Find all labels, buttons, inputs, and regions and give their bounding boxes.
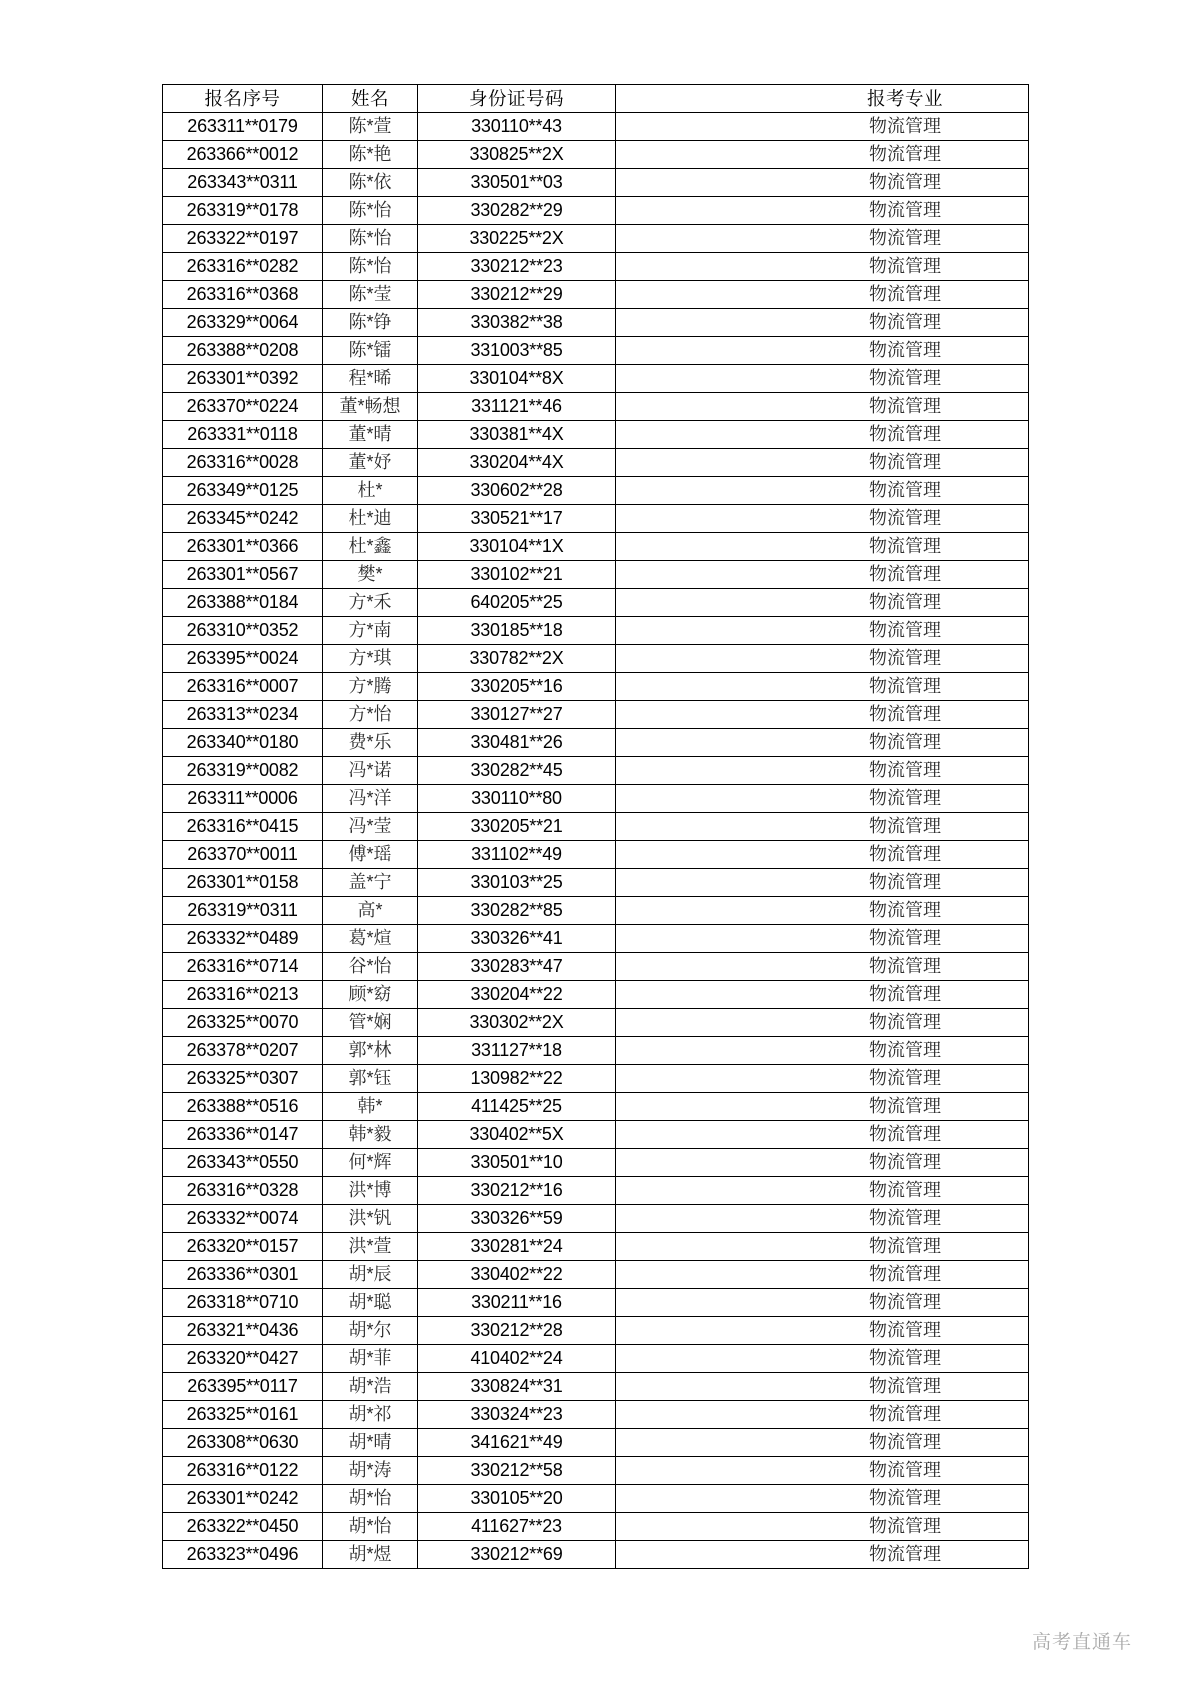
cell-name: 陈*萱	[323, 113, 418, 141]
cell-major: 物流管理	[616, 421, 1029, 449]
cell-major: 物流管理	[616, 673, 1029, 701]
cell-id-number: 330825**2X	[418, 141, 616, 169]
cell-name: 程*晞	[323, 365, 418, 393]
cell-major: 物流管理	[616, 225, 1029, 253]
cell-registration-number: 263318**0710	[163, 1289, 323, 1317]
table-row	[163, 449, 1029, 477]
cell-id-number: 330110**43	[418, 113, 616, 141]
table-row	[163, 1093, 1029, 1121]
cell-registration-number: 263316**0007	[163, 673, 323, 701]
cell-id-number: 330402**22	[418, 1261, 616, 1289]
cell-id-number: 330212**69	[418, 1541, 616, 1569]
cell-major: 物流管理	[616, 813, 1029, 841]
cell-name: 杜*迪	[323, 505, 418, 533]
cell-name: 谷*怡	[323, 953, 418, 981]
cell-id-number: 330521**17	[418, 505, 616, 533]
cell-id-number: 330282**85	[418, 897, 616, 925]
cell-name: 郭*钰	[323, 1065, 418, 1093]
cell-id-number: 330212**29	[418, 281, 616, 309]
table-header-row	[163, 85, 1029, 113]
table-row	[163, 1065, 1029, 1093]
cell-major: 物流管理	[616, 841, 1029, 869]
cell-name: 杜*	[323, 477, 418, 505]
cell-major: 物流管理	[616, 1485, 1029, 1513]
cell-name: 葛*煊	[323, 925, 418, 953]
cell-name: 董*畅想	[323, 393, 418, 421]
cell-registration-number: 263313**0234	[163, 701, 323, 729]
cell-registration-number: 263336**0147	[163, 1121, 323, 1149]
table-row	[163, 1261, 1029, 1289]
cell-major: 物流管理	[616, 785, 1029, 813]
cell-id-number: 330382**38	[418, 309, 616, 337]
cell-registration-number: 263301**0567	[163, 561, 323, 589]
table-row	[163, 281, 1029, 309]
cell-id-number: 331003**85	[418, 337, 616, 365]
cell-major: 物流管理	[616, 505, 1029, 533]
table-row	[163, 1233, 1029, 1261]
cell-major: 物流管理	[616, 309, 1029, 337]
cell-registration-number: 263378**0207	[163, 1037, 323, 1065]
cell-registration-number: 263343**0550	[163, 1149, 323, 1177]
table-row	[163, 477, 1029, 505]
cell-name: 高*	[323, 897, 418, 925]
cell-major: 物流管理	[616, 449, 1029, 477]
cell-registration-number: 263388**0516	[163, 1093, 323, 1121]
cell-id-number: 330212**28	[418, 1317, 616, 1345]
table-row	[163, 1121, 1029, 1149]
cell-registration-number: 263319**0082	[163, 757, 323, 785]
cell-major: 物流管理	[616, 1233, 1029, 1261]
cell-registration-number: 263370**0224	[163, 393, 323, 421]
cell-major: 物流管理	[616, 533, 1029, 561]
cell-id-number: 330281**24	[418, 1233, 616, 1261]
cell-major: 物流管理	[616, 1009, 1029, 1037]
cell-registration-number: 263340**0180	[163, 729, 323, 757]
table-row	[163, 953, 1029, 981]
cell-major: 物流管理	[616, 1513, 1029, 1541]
cell-registration-number: 263301**0392	[163, 365, 323, 393]
table-row	[163, 757, 1029, 785]
column-header-registration-number: 报名序号	[163, 85, 323, 113]
cell-name: 陈*莹	[323, 281, 418, 309]
table-row	[163, 1345, 1029, 1373]
table-row	[163, 421, 1029, 449]
cell-registration-number: 263323**0496	[163, 1541, 323, 1569]
cell-major: 物流管理	[616, 477, 1029, 505]
cell-major: 物流管理	[616, 561, 1029, 589]
cell-registration-number: 263322**0197	[163, 225, 323, 253]
table-row	[163, 1009, 1029, 1037]
table-row	[163, 1317, 1029, 1345]
cell-major: 物流管理	[616, 197, 1029, 225]
table-row	[163, 197, 1029, 225]
table-row	[163, 785, 1029, 813]
cell-major: 物流管理	[616, 1093, 1029, 1121]
cell-major: 物流管理	[616, 1317, 1029, 1345]
table-row	[163, 897, 1029, 925]
cell-registration-number: 263349**0125	[163, 477, 323, 505]
cell-registration-number: 263320**0427	[163, 1345, 323, 1373]
table-row	[163, 925, 1029, 953]
cell-name: 胡*辰	[323, 1261, 418, 1289]
table-row	[163, 505, 1029, 533]
cell-name: 陈*艳	[323, 141, 418, 169]
cell-major: 物流管理	[616, 365, 1029, 393]
cell-major: 物流管理	[616, 113, 1029, 141]
table-row	[163, 1485, 1029, 1513]
cell-major: 物流管理	[616, 1205, 1029, 1233]
table-row	[163, 113, 1029, 141]
cell-name: 冯*莹	[323, 813, 418, 841]
table-row	[163, 729, 1029, 757]
cell-registration-number: 263319**0178	[163, 197, 323, 225]
cell-registration-number: 263310**0352	[163, 617, 323, 645]
table-row	[163, 813, 1029, 841]
cell-name: 方*怡	[323, 701, 418, 729]
table-row	[163, 1149, 1029, 1177]
cell-major: 物流管理	[616, 701, 1029, 729]
cell-name: 陈*铮	[323, 309, 418, 337]
cell-registration-number: 263325**0161	[163, 1401, 323, 1429]
table-row	[163, 1541, 1029, 1569]
cell-major: 物流管理	[616, 1177, 1029, 1205]
cell-name: 傅*瑶	[323, 841, 418, 869]
table-row	[163, 1037, 1029, 1065]
cell-id-number: 330104**8X	[418, 365, 616, 393]
cell-major: 物流管理	[616, 1261, 1029, 1289]
table-row	[163, 533, 1029, 561]
cell-id-number: 330212**58	[418, 1457, 616, 1485]
cell-registration-number: 263395**0024	[163, 645, 323, 673]
cell-registration-number: 263316**0282	[163, 253, 323, 281]
cell-major: 物流管理	[616, 645, 1029, 673]
cell-major: 物流管理	[616, 925, 1029, 953]
cell-registration-number: 263311**0006	[163, 785, 323, 813]
cell-name: 洪*博	[323, 1177, 418, 1205]
cell-id-number: 330501**10	[418, 1149, 616, 1177]
column-header-major: 报考专业	[616, 85, 1029, 113]
cell-name: 董*晴	[323, 421, 418, 449]
cell-name: 方*琪	[323, 645, 418, 673]
table-header	[163, 85, 1029, 113]
cell-id-number: 330824**31	[418, 1373, 616, 1401]
cell-major: 物流管理	[616, 1401, 1029, 1429]
cell-major: 物流管理	[616, 253, 1029, 281]
cell-registration-number: 263316**0213	[163, 981, 323, 1009]
table-row	[163, 337, 1029, 365]
table-row	[163, 253, 1029, 281]
cell-major: 物流管理	[616, 393, 1029, 421]
cell-registration-number: 263316**0028	[163, 449, 323, 477]
watermark-label: 高考直通车	[1031, 1631, 1132, 1653]
cell-registration-number: 263325**0070	[163, 1009, 323, 1037]
cell-id-number: 330102**21	[418, 561, 616, 589]
cell-registration-number: 263329**0064	[163, 309, 323, 337]
cell-name: 胡*菲	[323, 1345, 418, 1373]
table-row	[163, 1373, 1029, 1401]
column-header-id-number: 身份证号码	[418, 85, 616, 113]
roster-table-container	[162, 84, 1028, 1569]
cell-name: 冯*诺	[323, 757, 418, 785]
cell-name: 董*妤	[323, 449, 418, 477]
table-row	[163, 1429, 1029, 1457]
cell-name: 何*辉	[323, 1149, 418, 1177]
cell-name: 方*禾	[323, 589, 418, 617]
cell-id-number: 330127**27	[418, 701, 616, 729]
cell-major: 物流管理	[616, 1429, 1029, 1457]
cell-major: 物流管理	[616, 141, 1029, 169]
cell-id-number: 411627**23	[418, 1513, 616, 1541]
cell-name: 胡*尔	[323, 1317, 418, 1345]
cell-registration-number: 263301**0366	[163, 533, 323, 561]
cell-id-number: 330481**26	[418, 729, 616, 757]
cell-name: 韩*毅	[323, 1121, 418, 1149]
cell-major: 物流管理	[616, 169, 1029, 197]
cell-id-number: 330381**4X	[418, 421, 616, 449]
table-row	[163, 1401, 1029, 1429]
cell-name: 陈*怡	[323, 225, 418, 253]
cell-name: 陈*怡	[323, 253, 418, 281]
table-row	[163, 981, 1029, 1009]
cell-name: 盖*宁	[323, 869, 418, 897]
cell-major: 物流管理	[616, 981, 1029, 1009]
cell-id-number: 330205**16	[418, 673, 616, 701]
table-row	[163, 169, 1029, 197]
cell-major: 物流管理	[616, 1037, 1029, 1065]
cell-major: 物流管理	[616, 337, 1029, 365]
cell-registration-number: 263343**0311	[163, 169, 323, 197]
cell-registration-number: 263311**0179	[163, 113, 323, 141]
cell-id-number: 130982**22	[418, 1065, 616, 1093]
table-row	[163, 561, 1029, 589]
cell-name: 陈*依	[323, 169, 418, 197]
cell-id-number: 330103**25	[418, 869, 616, 897]
cell-name: 胡*煜	[323, 1541, 418, 1569]
table-body	[163, 113, 1029, 1569]
cell-name: 胡*涛	[323, 1457, 418, 1485]
cell-registration-number: 263321**0436	[163, 1317, 323, 1345]
table-row	[163, 617, 1029, 645]
cell-registration-number: 263366**0012	[163, 141, 323, 169]
cell-name: 洪*钒	[323, 1205, 418, 1233]
table-row	[163, 393, 1029, 421]
cell-id-number: 330501**03	[418, 169, 616, 197]
cell-registration-number: 263316**0328	[163, 1177, 323, 1205]
table-row	[163, 1457, 1029, 1485]
table-row	[163, 673, 1029, 701]
cell-registration-number: 263332**0074	[163, 1205, 323, 1233]
cell-id-number: 330204**4X	[418, 449, 616, 477]
table-row	[163, 1289, 1029, 1317]
cell-name: 胡*浩	[323, 1373, 418, 1401]
cell-id-number: 330104**1X	[418, 533, 616, 561]
cell-major: 物流管理	[616, 1289, 1029, 1317]
cell-registration-number: 263308**0630	[163, 1429, 323, 1457]
cell-id-number: 410402**24	[418, 1345, 616, 1373]
table-row	[163, 141, 1029, 169]
table-row	[163, 365, 1029, 393]
cell-id-number: 330324**23	[418, 1401, 616, 1429]
cell-major: 物流管理	[616, 953, 1029, 981]
cell-id-number: 341621**49	[418, 1429, 616, 1457]
cell-major: 物流管理	[616, 281, 1029, 309]
table-row	[163, 309, 1029, 337]
cell-name: 韩*	[323, 1093, 418, 1121]
cell-major: 物流管理	[616, 869, 1029, 897]
cell-id-number: 411425**25	[418, 1093, 616, 1121]
table-row	[163, 645, 1029, 673]
cell-registration-number: 263316**0415	[163, 813, 323, 841]
cell-name: 冯*洋	[323, 785, 418, 813]
cell-id-number: 330185**18	[418, 617, 616, 645]
cell-registration-number: 263388**0184	[163, 589, 323, 617]
cell-id-number: 330212**23	[418, 253, 616, 281]
cell-major: 物流管理	[616, 1065, 1029, 1093]
cell-id-number: 330105**20	[418, 1485, 616, 1513]
cell-id-number: 330110**80	[418, 785, 616, 813]
cell-name: 方*腾	[323, 673, 418, 701]
cell-name: 胡*聪	[323, 1289, 418, 1317]
cell-major: 物流管理	[616, 589, 1029, 617]
cell-id-number: 330326**41	[418, 925, 616, 953]
cell-registration-number: 263395**0117	[163, 1373, 323, 1401]
cell-name: 费*乐	[323, 729, 418, 757]
table-row	[163, 1177, 1029, 1205]
table-row	[163, 869, 1029, 897]
cell-id-number: 330205**21	[418, 813, 616, 841]
cell-name: 洪*萱	[323, 1233, 418, 1261]
cell-registration-number: 263301**0158	[163, 869, 323, 897]
cell-major: 物流管理	[616, 1541, 1029, 1569]
cell-id-number: 330204**22	[418, 981, 616, 1009]
cell-id-number: 331102**49	[418, 841, 616, 869]
cell-registration-number: 263331**0118	[163, 421, 323, 449]
cell-name: 樊*	[323, 561, 418, 589]
cell-id-number: 330282**29	[418, 197, 616, 225]
cell-name: 杜*鑫	[323, 533, 418, 561]
cell-id-number: 330225**2X	[418, 225, 616, 253]
cell-registration-number: 263319**0311	[163, 897, 323, 925]
cell-name: 郭*林	[323, 1037, 418, 1065]
cell-id-number: 331127**18	[418, 1037, 616, 1065]
cell-major: 物流管理	[616, 1373, 1029, 1401]
cell-registration-number: 263316**0714	[163, 953, 323, 981]
cell-major: 物流管理	[616, 1457, 1029, 1485]
cell-id-number: 640205**25	[418, 589, 616, 617]
cell-major: 物流管理	[616, 757, 1029, 785]
cell-id-number: 330282**45	[418, 757, 616, 785]
cell-name: 胡*祁	[323, 1401, 418, 1429]
cell-name: 陈*镭	[323, 337, 418, 365]
cell-id-number: 330602**28	[418, 477, 616, 505]
table-row	[163, 1513, 1029, 1541]
cell-registration-number: 263370**0011	[163, 841, 323, 869]
cell-id-number: 330283**47	[418, 953, 616, 981]
column-header-name: 姓名	[323, 85, 418, 113]
cell-registration-number: 263332**0489	[163, 925, 323, 953]
cell-registration-number: 263316**0368	[163, 281, 323, 309]
cell-name: 胡*怡	[323, 1485, 418, 1513]
cell-registration-number: 263301**0242	[163, 1485, 323, 1513]
cell-major: 物流管理	[616, 617, 1029, 645]
cell-major: 物流管理	[616, 1345, 1029, 1373]
cell-id-number: 331121**46	[418, 393, 616, 421]
table-row	[163, 841, 1029, 869]
applicant-roster-table	[162, 84, 1029, 1569]
cell-major: 物流管理	[616, 729, 1029, 757]
cell-registration-number: 263325**0307	[163, 1065, 323, 1093]
table-row	[163, 1205, 1029, 1233]
cell-registration-number: 263336**0301	[163, 1261, 323, 1289]
table-row	[163, 225, 1029, 253]
cell-id-number: 330326**59	[418, 1205, 616, 1233]
cell-registration-number: 263320**0157	[163, 1233, 323, 1261]
cell-registration-number: 263388**0208	[163, 337, 323, 365]
cell-name: 胡*怡	[323, 1513, 418, 1541]
cell-major: 物流管理	[616, 1121, 1029, 1149]
cell-id-number: 330212**16	[418, 1177, 616, 1205]
cell-major: 物流管理	[616, 897, 1029, 925]
cell-id-number: 330211**16	[418, 1289, 616, 1317]
cell-registration-number: 263322**0450	[163, 1513, 323, 1541]
table-row	[163, 589, 1029, 617]
cell-id-number: 330782**2X	[418, 645, 616, 673]
cell-registration-number: 263345**0242	[163, 505, 323, 533]
cell-name: 方*南	[323, 617, 418, 645]
cell-name: 胡*晴	[323, 1429, 418, 1457]
cell-name: 顾*窈	[323, 981, 418, 1009]
cell-name: 陈*怡	[323, 197, 418, 225]
cell-id-number: 330402**5X	[418, 1121, 616, 1149]
cell-name: 管*娴	[323, 1009, 418, 1037]
table-row	[163, 701, 1029, 729]
cell-major: 物流管理	[616, 1149, 1029, 1177]
cell-id-number: 330302**2X	[418, 1009, 616, 1037]
cell-registration-number: 263316**0122	[163, 1457, 323, 1485]
